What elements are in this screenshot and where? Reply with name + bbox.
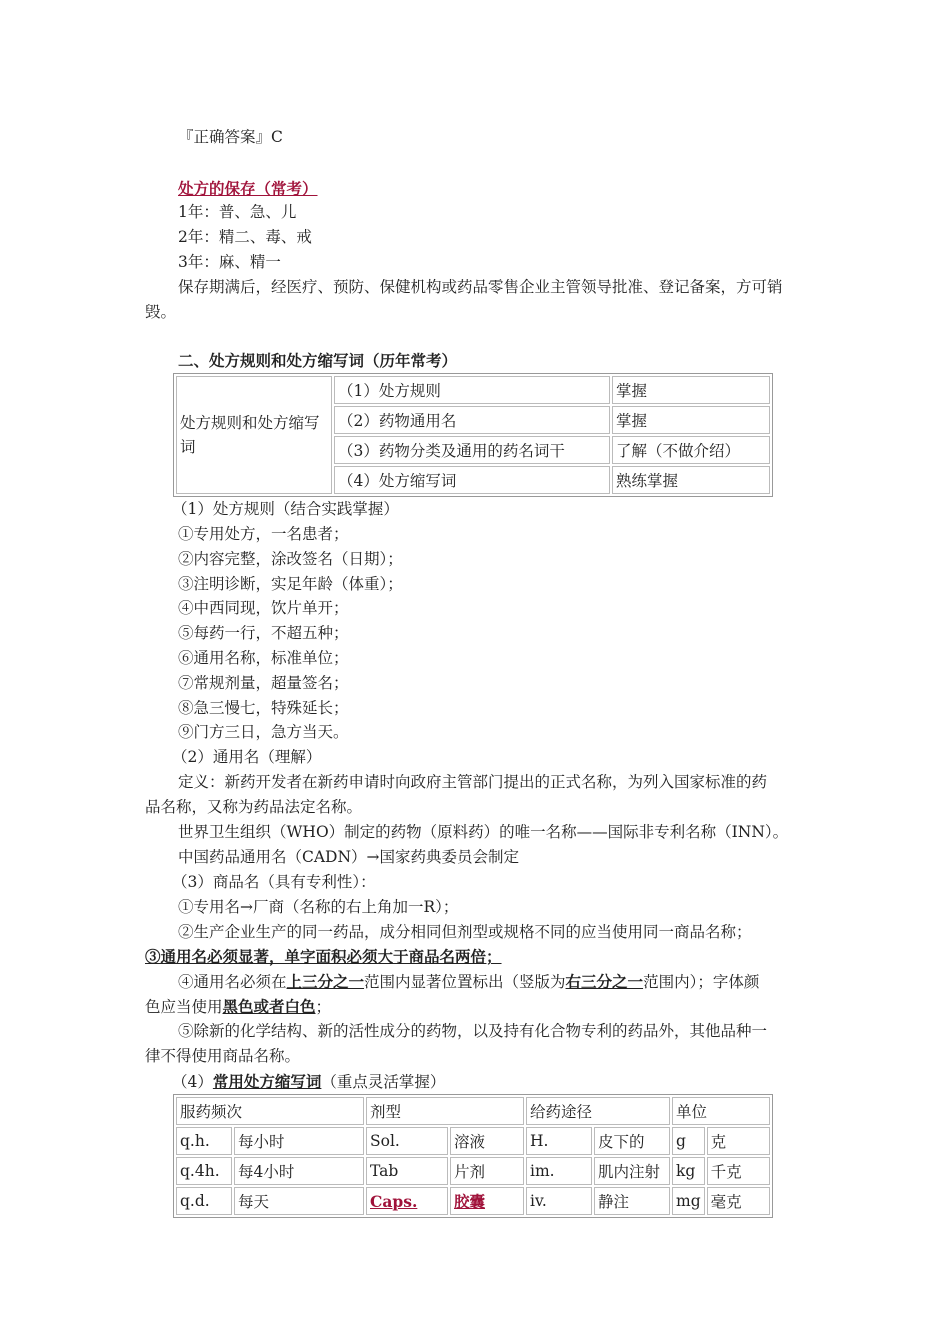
abbr-cell: q.4h. <box>176 1157 232 1185</box>
rule-item: ⑧急三慢七，特殊延长； <box>178 699 349 717</box>
abbr-header: 给药途径 <box>526 1097 670 1125</box>
table-row <box>176 1127 770 1155</box>
rule-item: ③注明诊断，实足年龄（体重）； <box>178 575 403 593</box>
trade-item-4-cont <box>145 994 331 1020</box>
abbr-cell: 皮下的 <box>594 1127 670 1155</box>
rule-item: ②内容完整，涂改签名（日期）； <box>178 550 403 568</box>
trade-item-4-b: 上三分之一 <box>286 972 365 991</box>
trade-item-4-f: 色应当使用 <box>145 998 223 1016</box>
abbr-cell: 每4小时 <box>234 1157 364 1185</box>
trade-item-5: ⑤除新的化学结构、新的活性成分的药物，以及持有化合物专利的药品外，其他品种一 <box>178 1022 768 1040</box>
abbr-cell: H. <box>526 1127 592 1155</box>
abbr-header-row <box>176 1097 770 1125</box>
abbr-cell: mg <box>672 1187 705 1215</box>
storage-item: 1年：普、急、儿 <box>178 203 297 221</box>
summary-table <box>173 373 773 497</box>
answer-line: 『正确答案』C <box>178 128 283 146</box>
summary-level: 熟练掌握 <box>612 466 770 494</box>
abbr-link-caps-text[interactable]: Caps. <box>370 1191 418 1211</box>
generic-cadn: 中国药品通用名（CADN）→国家药典委员会制定 <box>178 848 520 866</box>
section2-heading: 二、处方规则和处方缩写词（历年常考） <box>178 351 458 370</box>
generic-heading: （2）通用名（理解） <box>172 748 322 766</box>
trade-item-4-c: 范围内显著位置标出（竖版为 <box>364 973 566 991</box>
trade-item-4-d: 右三分之一 <box>565 972 644 991</box>
storage-item: 3年：麻、精一 <box>178 253 281 271</box>
rule-item: ⑤每药一行，不超五种； <box>178 624 349 642</box>
summary-item: （1）处方规则 <box>334 376 610 404</box>
abbr-cell: 静注 <box>594 1187 670 1215</box>
trade-item-4 <box>178 969 759 995</box>
trade-item: ①专用名→厂商（名称的右上角加一R）； <box>178 898 459 916</box>
summary-level: 了解（不做介绍） <box>612 436 770 464</box>
abbr-cell: im. <box>526 1157 592 1185</box>
abbr-cell: g <box>672 1127 705 1155</box>
trade-item: ②生产企业生产的同一药品，成分相同但剂型或规格不同的应当使用同一商品名称； <box>178 923 752 941</box>
abbr-header: 单位 <box>672 1097 770 1125</box>
summary-item: （2）药物通用名 <box>334 406 610 434</box>
abbr-heading-b: 常用处方缩写词 <box>212 1072 322 1091</box>
rule-item: ⑥通用名称，标准单位； <box>178 649 349 667</box>
summary-level: 掌握 <box>612 406 770 434</box>
rule-item: ①专用处方，一名患者； <box>178 525 349 543</box>
generic-definition-cont: 品名称，又称为药品法定名称。 <box>145 798 363 816</box>
summary-item: （3）药物分类及通用的药名词干 <box>334 436 610 464</box>
abbr-cell: Sol. <box>366 1127 448 1155</box>
abbr-heading-a: （4） <box>172 1073 213 1091</box>
abbr-link-capsule[interactable] <box>450 1187 524 1215</box>
rule-item: ⑦常规剂量，超量签名； <box>178 674 349 692</box>
summary-level: 掌握 <box>612 376 770 404</box>
generic-definition: 定义：新药开发者在新药申请时向政府主管部门提出的正式名称，为列入国家标准的药 <box>178 773 768 791</box>
abbr-cell: 肌内注射 <box>594 1157 670 1185</box>
trade-item-5-cont: 律不得使用商品名称。 <box>145 1047 301 1065</box>
generic-who: 世界卫生组织（WHO）制定的药物（原料药）的唯一名称——国际非专利名称（INN）。 <box>178 823 789 841</box>
summary-left-label <box>176 376 332 494</box>
abbr-cell: 每天 <box>234 1187 364 1215</box>
abbr-cell: 千克 <box>707 1157 770 1185</box>
summary-left-label-l2: 词 <box>180 438 196 456</box>
trade-item-emphasis: ③通用名必须显著，单字面积必须大于商品名两倍； <box>145 947 502 966</box>
abbr-heading <box>172 1069 445 1095</box>
abbr-cell: Tab <box>366 1157 448 1185</box>
abbr-cell: q.h. <box>176 1127 232 1155</box>
summary-item: （4）处方缩写词 <box>334 466 610 494</box>
abbr-heading-c: （重点灵活掌握） <box>321 1073 446 1091</box>
abbr-cell: iv. <box>526 1187 592 1215</box>
trade-heading: （3）商品名（具有专利性）： <box>172 873 376 891</box>
abbr-header: 服药频次 <box>176 1097 364 1125</box>
rules-heading: （1）处方规则（结合实践掌握） <box>172 500 399 518</box>
abbr-cell: kg <box>672 1157 705 1185</box>
rule-item: ④中西同现，饮片单开； <box>178 599 349 617</box>
rule-item: ⑨门方三日，急方当天。 <box>178 723 349 741</box>
storage-heading: 处方的保存（常考） <box>178 179 318 198</box>
abbr-cell: 毫克 <box>707 1187 770 1215</box>
abbr-link-caps[interactable] <box>366 1187 448 1215</box>
trade-item-4-e: 范围内）；字体颜 <box>643 973 760 991</box>
abbr-link-capsule-text[interactable]: 胶囊 <box>454 1192 486 1211</box>
storage-note-cont: 毁。 <box>145 303 177 321</box>
abbr-cell: 克 <box>707 1127 770 1155</box>
trade-item-4-g: 黑色或者白色 <box>222 997 316 1016</box>
table-row <box>176 1187 770 1215</box>
abbr-cell: 溶液 <box>450 1127 524 1155</box>
trade-item-4-a: ④通用名必须在 <box>178 973 287 991</box>
abbr-cell: 片剂 <box>450 1157 524 1185</box>
trade-item-4-h: ； <box>315 998 332 1016</box>
abbr-header: 剂型 <box>366 1097 524 1125</box>
abbr-cell: 每小时 <box>234 1127 364 1155</box>
storage-note: 保存期满后，经医疗、预防、保健机构或药品零售企业主管领导批准、登记备案，方可销 <box>178 278 783 296</box>
table-row <box>176 1157 770 1185</box>
abbr-table <box>173 1094 773 1218</box>
summary-left-label-l1: 处方规则和处方缩写 <box>180 414 320 432</box>
storage-item: 2年：精二、毒、戒 <box>178 228 312 246</box>
abbr-cell: q.d. <box>176 1187 232 1215</box>
